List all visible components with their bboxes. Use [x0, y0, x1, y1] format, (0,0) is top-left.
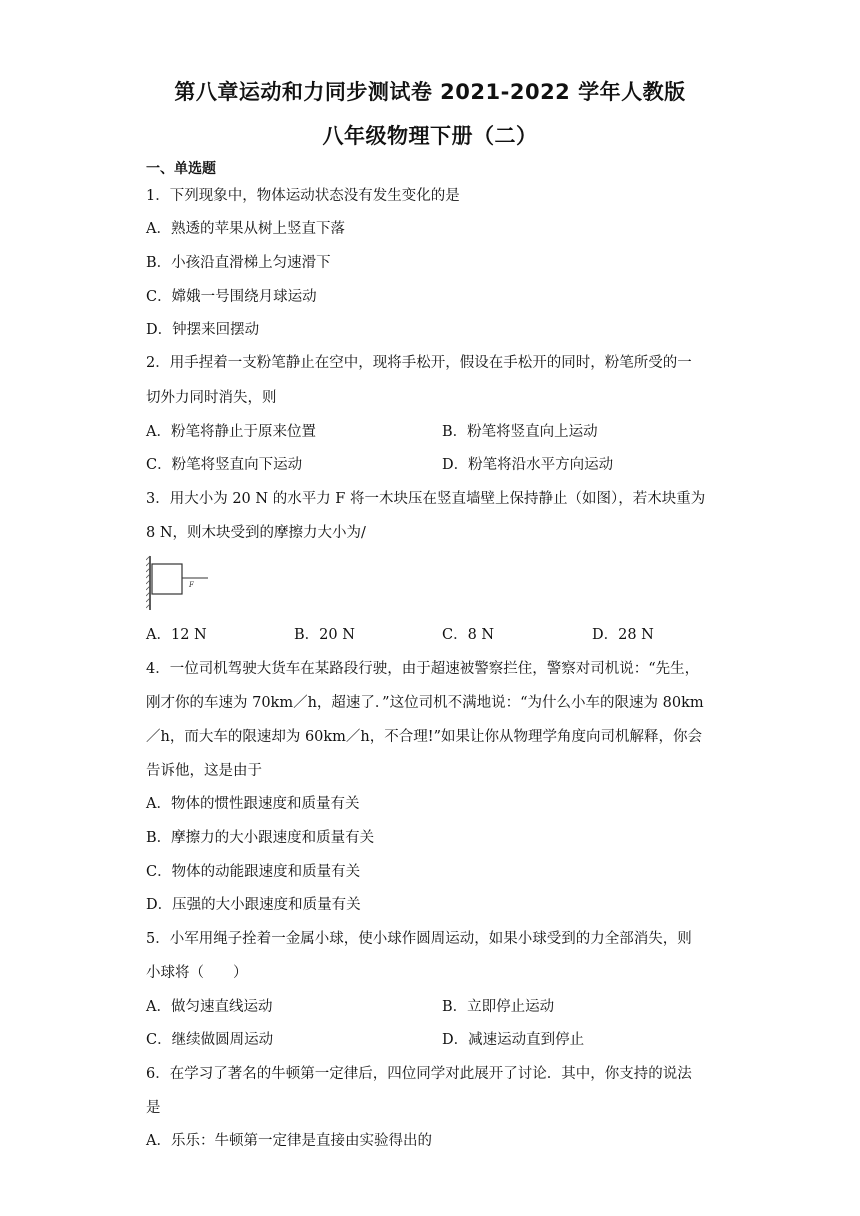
- option-a: A．乐乐：牛顿第一定律是直接由实验得出的: [146, 1133, 432, 1149]
- question-stem-continued: 切外力同时消失，则: [146, 390, 277, 406]
- option-b: B．小孩沿直滑梯上匀速滑下: [146, 255, 331, 271]
- question-stem-continued: 8 N，则木块受到的摩擦力大小为/: [146, 525, 366, 541]
- option-a: A．物体的惯性跟速度和质量有关: [146, 796, 360, 812]
- option-a: A．粉笔将静止于原来位置: [146, 424, 316, 440]
- option-a: A．12 N: [146, 627, 207, 643]
- option-c: C．粉笔将竖直向下运动: [146, 457, 303, 473]
- force-label: F: [189, 581, 194, 589]
- option-b: B．摩擦力的大小跟速度和质量有关: [146, 830, 375, 846]
- option-d: D．钟摆来回摆动: [146, 322, 260, 338]
- question-stem: 2．用手捏着一支粉笔静止在空中，现将手松开，假设在手松开的同时，粉笔所受的一: [146, 355, 692, 371]
- wall-block-force-diagram: [146, 554, 212, 612]
- option-c: C．物体的动能跟速度和质量有关: [146, 864, 361, 880]
- option-a: A．做匀速直线运动: [146, 999, 273, 1015]
- option-c: C．继续做圆周运动: [146, 1032, 274, 1048]
- question-stem-continued: 小球将（ ）: [146, 965, 248, 981]
- option-d: D．压强的大小跟速度和质量有关: [146, 897, 361, 913]
- section-heading: 一、单选题: [146, 161, 216, 177]
- question-stem: 6．在学习了著名的牛顿第一定律后，四位同学对此展开了讨论．其中，你支持的说法: [146, 1066, 692, 1082]
- option-d: D．粉笔将沿水平方向运动: [442, 457, 614, 473]
- option-c: C．嫦娥一号围绕月球运动: [146, 289, 317, 305]
- option-d: D．28 N: [592, 627, 654, 643]
- question-stem-continued: 刚才你的车速为 70km／h，超速了．”这位司机不满地说：“为什么小车的限速为 80km: [146, 695, 704, 711]
- option-b: B．粉笔将竖直向上运动: [442, 424, 598, 440]
- option-a: A．熟透的苹果从树上竖直下落: [146, 221, 345, 237]
- wooden-block: [152, 564, 182, 594]
- question-stem-continued: 是: [146, 1100, 161, 1116]
- option-c: C．8 N: [442, 627, 495, 643]
- option-b: B．20 N: [294, 627, 355, 643]
- question-stem: 1．下列现象中，物体运动状态没有发生变化的是: [146, 188, 460, 204]
- option-d: D．减速运动直到停止: [442, 1032, 585, 1048]
- question-stem-continued: ／h，而大车的限速却为 60km／h，不合理!”如果让你从物理学角度向司机解释，你会: [146, 729, 703, 745]
- question-stem: 5．小军用绳子拴着一金属小球，使小球作圆周运动，如果小球受到的力全部消失，则: [146, 931, 692, 947]
- question-stem: 4．一位司机驾驶大货车在某路段行驶，由于超速被警察拦住，警察对司机说：“先生，: [146, 661, 700, 677]
- question-stem: 3．用大小为 20 N 的水平力 F 将一木块压在竖直墙壁上保持静止（如图），若木块重为: [146, 491, 706, 507]
- question-stem-continued: 告诉他，这是由于: [146, 763, 262, 779]
- option-b: B．立即停止运动: [442, 999, 555, 1015]
- document-title-line-1: 第八章运动和力同步测试卷 2021-2022 学年人教版: [174, 80, 686, 104]
- document-title-line-2: 八年级物理下册（二）: [322, 124, 538, 148]
